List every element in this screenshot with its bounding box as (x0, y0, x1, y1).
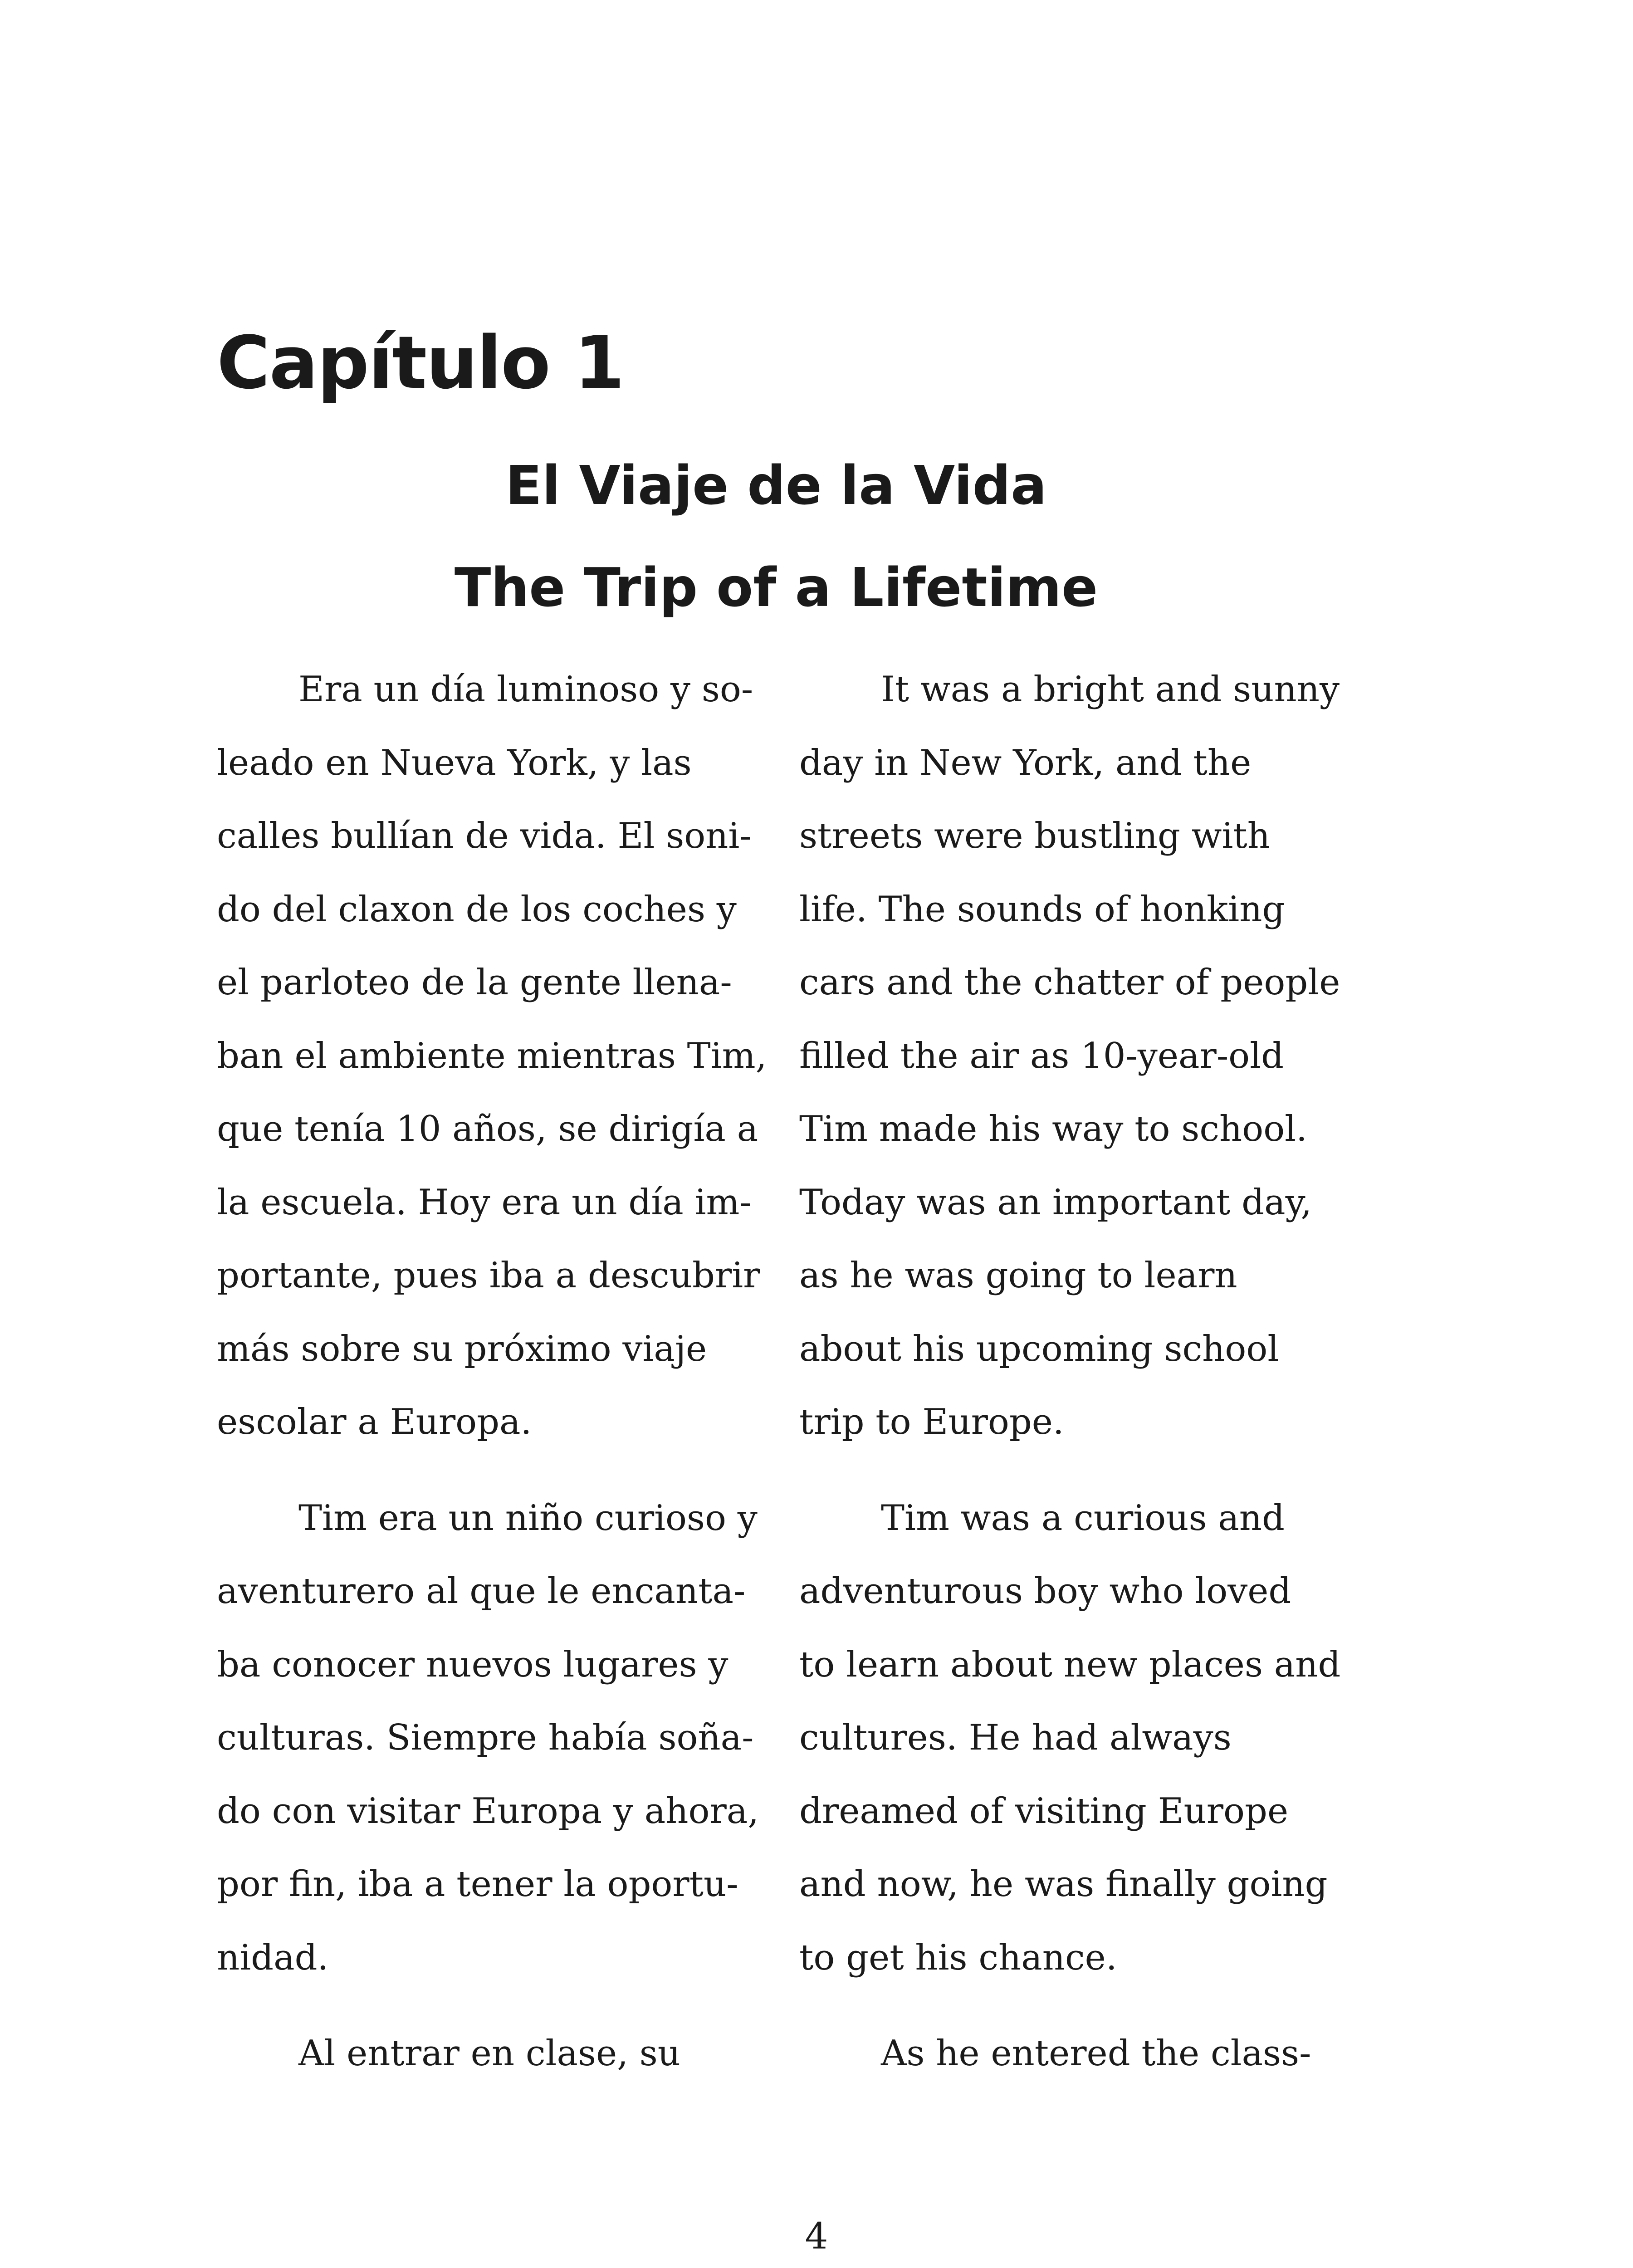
paragraph-spacer (217, 1459, 761, 1482)
english-paragraph-1 (799, 653, 1344, 1459)
text-line: calles bullían de vida. El soni- (217, 816, 752, 856)
text-line: el parloteo de la gente llena- (217, 962, 732, 1003)
text-line: do con visitar Europa y ahora, (217, 1790, 759, 1832)
text-line: to learn about new places and (799, 1644, 1341, 1685)
english-paragraph-2 (799, 1482, 1344, 1995)
text-line: about his upcoming school (799, 1328, 1279, 1369)
text-line: ba conocer nuevos lugares y (217, 1644, 728, 1685)
text-line: nidad. (217, 1937, 329, 1978)
spanish-paragraph-2 (217, 1482, 761, 1995)
text-line: life. The sounds of honking (799, 889, 1285, 930)
chapter-subtitle-english: The Trip of a Lifetime (454, 556, 1098, 619)
english-paragraph-3 (799, 2017, 1344, 2091)
english-text-column (799, 653, 1344, 2091)
text-line: Era un día luminoso y so- (298, 669, 753, 710)
paragraph-spacer (799, 1994, 1344, 2017)
text-line: por fin, iba a tener la oportu- (217, 1864, 738, 1905)
chapter-subtitle-spanish: El Viaje de la Vida (505, 454, 1047, 517)
text-line: trip to Europe. (799, 1402, 1064, 1442)
text-line: As he entered the class- (881, 2033, 1311, 2074)
text-line: Today was an important day, (799, 1182, 1312, 1223)
paragraph-spacer (217, 1994, 761, 2017)
chapter-title: Capítulo 1 (217, 320, 624, 405)
paragraph-spacer (799, 1459, 1344, 1482)
spanish-paragraph-1 (217, 653, 767, 1459)
text-line: day in New York, and the (799, 742, 1252, 783)
text-line: to get his chance. (799, 1937, 1117, 1978)
text-line: portante, pues iba a descubrir (217, 1255, 760, 1296)
text-line: filled the air as 10-year-old (799, 1035, 1284, 1076)
text-line: escolar a Europa. (217, 1402, 532, 1442)
text-line: la escuela. Hoy era un día im- (217, 1182, 752, 1223)
text-line: and now, he was finally going (799, 1864, 1328, 1905)
text-line: do del claxon de los coches y (217, 889, 737, 930)
spanish-text-column (217, 653, 767, 2091)
text-line: cars and the chatter of people (799, 962, 1340, 1003)
spanish-paragraph-3 (217, 2017, 761, 2091)
text-line: streets were bustling with (799, 816, 1270, 856)
text-line: Tim made his way to school. (799, 1109, 1307, 1149)
text-line: as he was going to learn (799, 1255, 1237, 1296)
text-line: leado en Nueva York, y las (217, 742, 692, 783)
text-line: Tim era un niño curioso y (298, 1497, 758, 1539)
text-line: dreamed of visiting Europe (799, 1790, 1289, 1832)
text-line: culturas. Siempre había soña- (217, 1717, 754, 1758)
text-line: ban el ambiente mientras Tim, (217, 1035, 767, 1076)
text-line: It was a bright and sunny (881, 669, 1340, 710)
text-line: que tenía 10 años, se dirigía a (217, 1109, 758, 1149)
text-line: Al entrar en clase, su (298, 2033, 681, 2074)
page-number: 4 (805, 2215, 828, 2257)
text-line: cultures. He had always (799, 1717, 1232, 1758)
text-line: aventurero al que le encanta- (217, 1571, 746, 1612)
text-line: Tim was a curious and (881, 1497, 1285, 1539)
text-line: adventurous boy who loved (799, 1571, 1291, 1612)
text-line: más sobre su próximo viaje (217, 1328, 707, 1369)
